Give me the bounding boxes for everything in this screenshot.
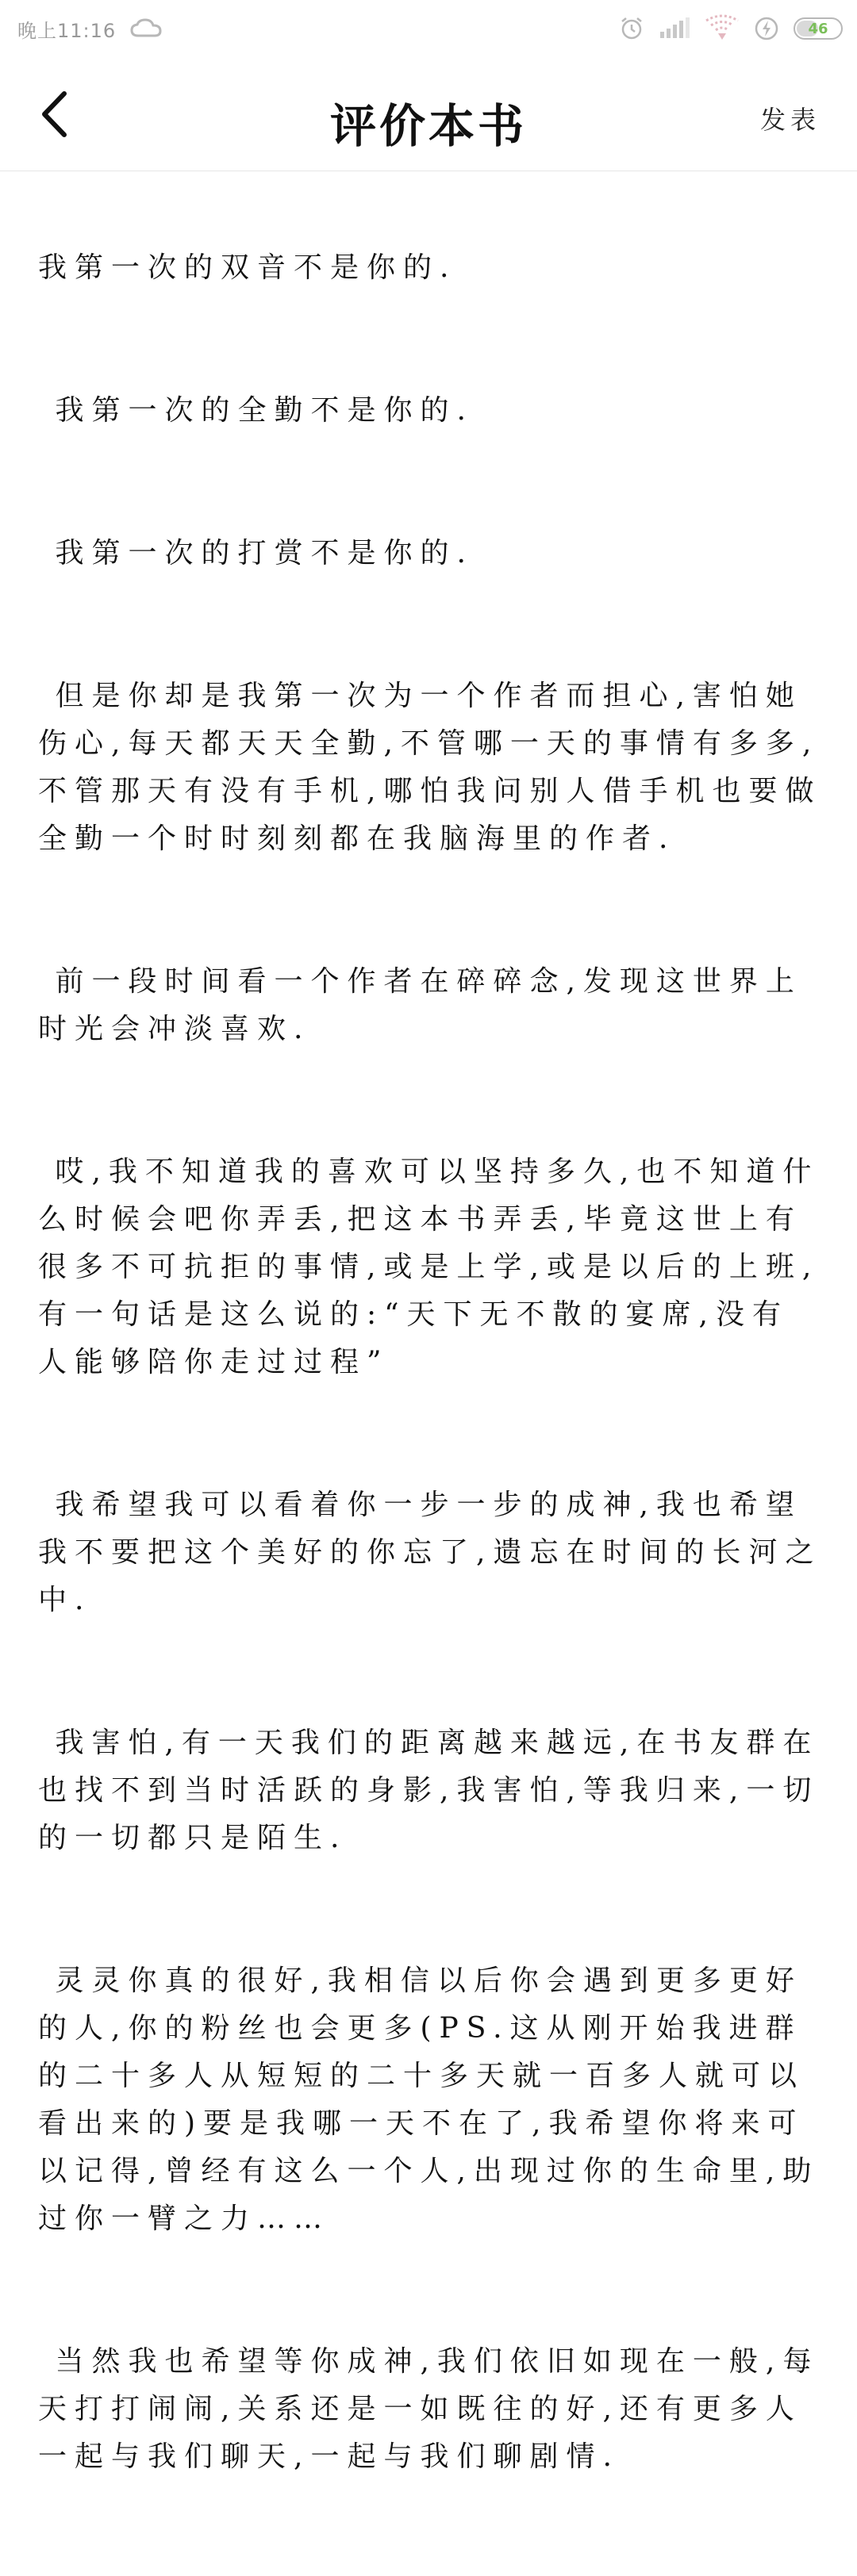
review-paragraph: 我第一次的双音不是你的. [38, 251, 457, 284]
charging-icon [754, 16, 779, 41]
review-paragraph: 我害怕,有一天我们的距离越来越远,在书友群在也找不到当时活跃的身影,我害怕,等我归来,一切的一切都只是陌生. [38, 1727, 820, 1854]
status-bar [0, 0, 857, 57]
signal-icon [659, 17, 690, 40]
review-paragraph: 灵灵你真的很好,我相信以后你会遇到更多更好的人,你的粉丝也会更多(PS.这从刚开始我进群的二十多人从短短的二十多天就一百多人就可以看出来的)要是我哪一天不在了,我希望你将来可以记得,曾经有这么一个人,出现过你的生命里,助过你一臂之力…… [38, 1965, 820, 2235]
battery-icon [794, 17, 843, 40]
review-paragraph: 我第一次的打赏不是你的. [38, 537, 474, 569]
review-paragraph: 我希望我可以看着你一步一步的成神,我也希望我不要把这个美好的你忘了,遗忘在时间的长河之中. [38, 1489, 822, 1616]
review-text-area[interactable] [38, 149, 824, 2576]
review-paragraph: 但是你却是我第一次为一个作者而担心,害怕她伤心,每天都天天全勤,不管哪一天的事情有多多,不管那天有没有手机,哪怕我问别人借手机也要做全勤一个时时刻刻都在我脑海里的作者. [38, 680, 822, 855]
battery-level: 46 [808, 20, 828, 37]
status-time: 晚上11:16 [17, 19, 117, 42]
review-paragraph: 前一段时间看一个作者在碎碎念,发现这世界上时光会冲淡喜欢. [38, 965, 802, 1045]
publish-button[interactable]: 发表 [759, 105, 820, 135]
review-content[interactable] [0, 171, 857, 2473]
page-title: 评价本书 [329, 99, 527, 153]
review-paragraph: 当然我也希望等你成神,我们依旧如现在一般,每天打打闹闹,关系还是一如既往的好,还有更多人一起与我们聊天,一起与我们聊剧情. [38, 2345, 820, 2473]
wifi-icon [705, 16, 740, 41]
alarm-icon [619, 16, 644, 41]
status-left [17, 15, 162, 43]
review-paragraph: 哎,我不知道我的喜欢可以坚持多久,也不知道什么时候会吧你弄丢,把这本书弄丢,毕竟这世上有很多不可抗拒的事情,或是上学,或是以后的上班,有一句话是这么说的:“天下无不散的宴席,没有人能够陪你走过过程” [38, 1156, 820, 1378]
cloud-icon [130, 18, 162, 39]
review-paragraph: 我第一次的全勤不是你的. [38, 394, 474, 427]
status-right [619, 16, 843, 41]
